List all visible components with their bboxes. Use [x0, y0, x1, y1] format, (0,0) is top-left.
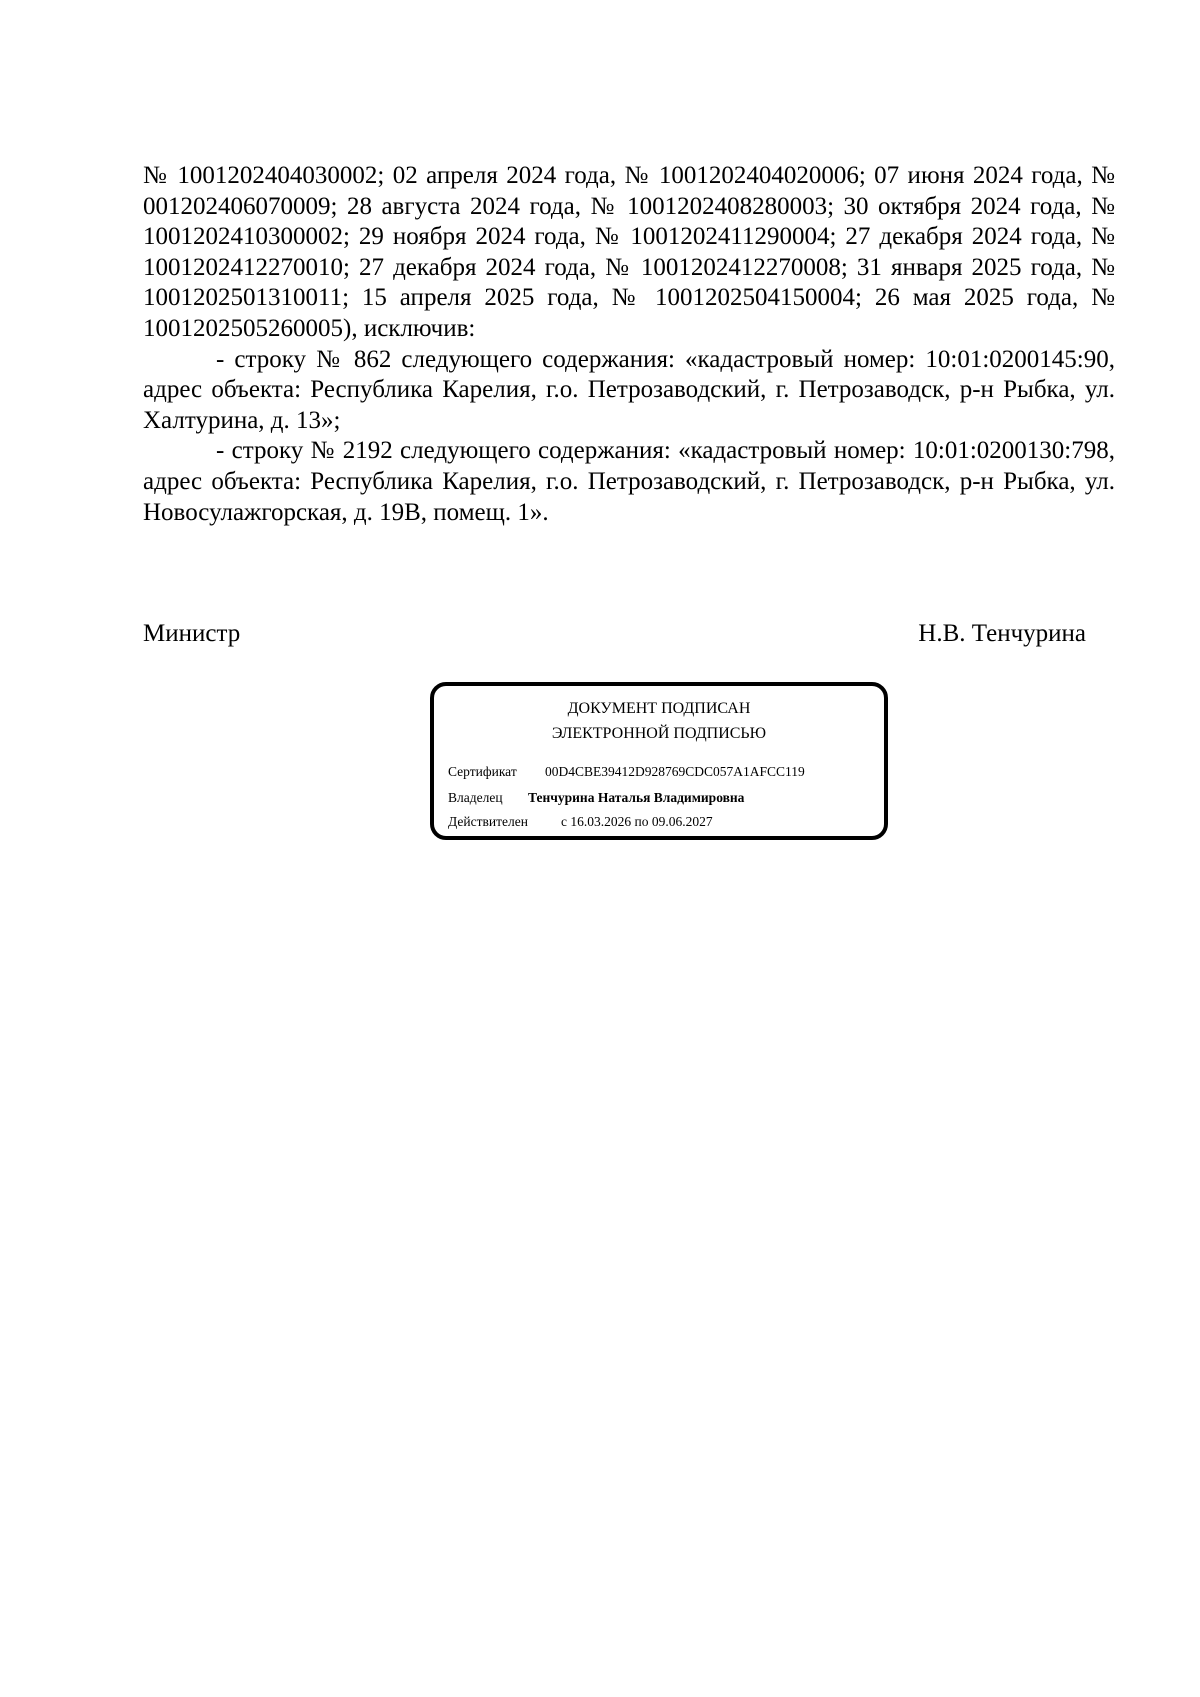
signer-position: Министр [143, 620, 241, 647]
owner-value: Тенчурина Наталья Владимировна [528, 790, 745, 805]
certificate-label: Сертификат [448, 764, 517, 779]
owner-label: Владелец [448, 790, 503, 805]
electronic-signature-stamp [430, 682, 888, 840]
paragraph-exclusion-2192: - строку № 2192 следующего содержания: «кадастровый номер: 10:01:0200130:798, адрес объекта: Республика Карелия, г.о. Петрозаводский, г. Петрозаводск, р-н Рыбка, ул. Новосулажгорская, д. 19В, помещ. 1». [143, 437, 1115, 526]
signer-name: Н.В. Тенчурина [918, 620, 1086, 647]
signature-block [143, 619, 1086, 649]
stamp-title-line-1: ДОКУМЕНТ ПОДПИСАН [567, 700, 751, 717]
paragraph-exclusion-862: - строку № 862 следующего содержания: «кадастровый номер: 10:01:0200145:90, адрес объекта: Республика Карелия, г.о. Петрозаводский, г. Петрозаводск, р-н Рыбка, ул. Халтурина, д. 13»; [143, 345, 1115, 434]
validity-label: Действителен [448, 814, 528, 829]
document-body [143, 161, 1115, 528]
certificate-value: 00D4CBE39412D928769CDC057A1AFCC119 [545, 764, 805, 779]
stamp-certificate-row [448, 763, 805, 781]
stamp-title [434, 696, 884, 746]
stamp-owner-row [448, 789, 744, 807]
stamp-title-line-2: ЭЛЕКТРОННОЙ ПОДПИСЬЮ [551, 725, 767, 742]
paragraph-continuation: № 1001202404030002; 02 апреля 2024 года, № 1001202404020006; 07 июня 2024 года, № 001202406070009; 28 августа 2024 года, № 1001202408280003; 30 октября 2024 года, № 1001202410300002; 29 ноября 2024 года, № 1001202411290004; 27 декабря 2024 года, № 1001202412270010; 27 декабря 2024 года, № 1001202412270008; 31 января 2025 года, № 1001202501310011; 15 апреля 2025 года, № 1001202504150004; 26 мая 2025 года, № 1001202505260005), исключив: [143, 162, 1115, 342]
validity-value: с 16.03.2026 по 09.06.2027 [561, 814, 713, 829]
stamp-validity-row [448, 813, 713, 831]
